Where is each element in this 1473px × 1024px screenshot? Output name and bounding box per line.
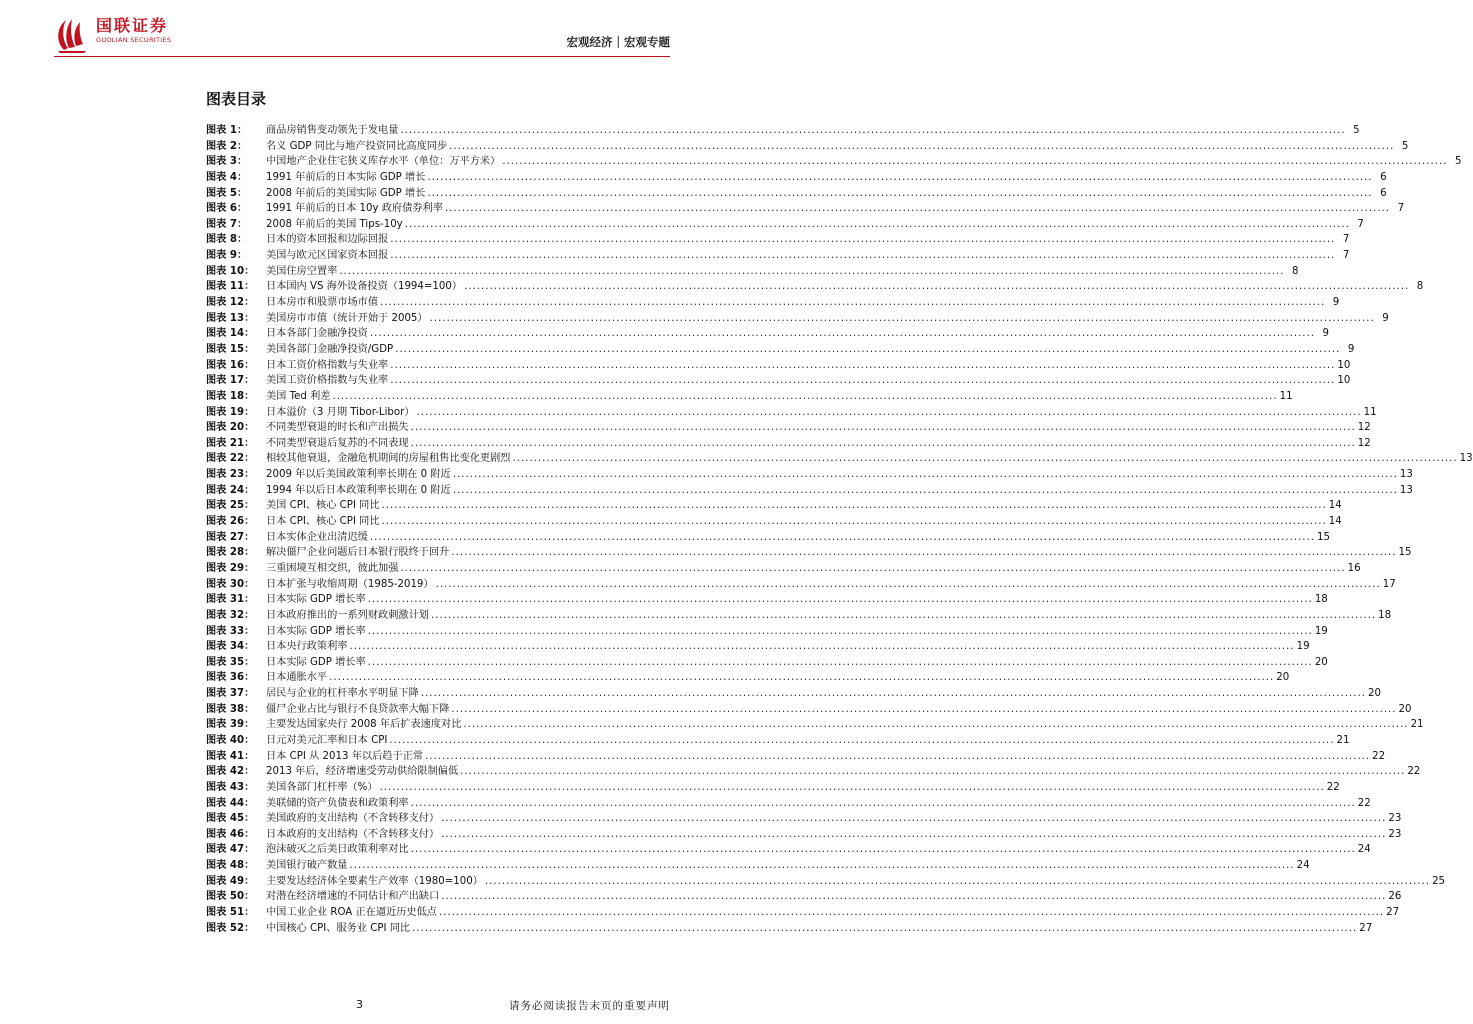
toc-entry[interactable] [206, 358, 1351, 374]
toc-entry-label: 图表 52： [206, 922, 255, 934]
toc-entry[interactable] [206, 248, 1350, 264]
toc-entry-page: 13 [1399, 469, 1413, 481]
toc-entry-page: 11 [1363, 406, 1377, 418]
toc-entry[interactable] [206, 389, 1293, 405]
toc-entry-page: 15 [1398, 547, 1412, 559]
toc-entry-label: 图表 10： [206, 265, 255, 277]
toc-entry-page: 22 [1326, 781, 1340, 793]
toc-entry-label: 图表 2： [206, 140, 248, 152]
toc-entry-title: 2008 年前后的美国实际 GDP 增长 [266, 187, 426, 199]
toc-entry-label: 图表 5： [206, 187, 248, 199]
toc-entry-label: 图表 11： [206, 281, 255, 293]
toc-entry[interactable] [206, 561, 1361, 577]
toc-entry-page: 20 [1367, 688, 1381, 700]
toc-entry[interactable] [206, 139, 1409, 155]
toc-leader-dots [389, 733, 1334, 749]
section-label: 宏观经济｜宏观专题 [566, 35, 670, 49]
toc-entry-label: 图表 39： [206, 719, 255, 731]
toc-entry-title: 商品房销售变动领先于发电量 [266, 125, 399, 136]
toc-entry-page: 9 [1382, 312, 1389, 324]
toc-leader-dots [441, 889, 1386, 905]
toc-entry[interactable] [206, 467, 1413, 483]
disclaimer-note: 请务必阅读报告末页的重要声明 [509, 1000, 670, 1012]
toc-entry-title: 日本政府的支出结构（不含转移支付） [266, 828, 440, 840]
toc-entry[interactable] [206, 686, 1381, 702]
toc-entry-title: 主要发达经济体全要素生产效率（1980=100） [266, 875, 483, 887]
toc-entry[interactable] [206, 279, 1424, 295]
toc-leader-dots [436, 577, 1381, 593]
toc-entry-title: 日本国内 VS 海外设备投资（1994=100） [266, 281, 463, 293]
toc-entry-title: 1991 年前后的日本实际 GDP 增长 [266, 171, 426, 183]
toc-leader-dots [463, 717, 1408, 733]
toc-entry-title: 美国 CPI、核心 CPI 同比 [266, 500, 380, 512]
toc-leader-dots [382, 514, 1327, 530]
toc-leader-dots [427, 170, 1372, 186]
toc-entry-label: 图表 27： [206, 531, 255, 543]
toc-entry-page: 13 [1399, 484, 1413, 496]
company-logo [54, 14, 204, 54]
toc-entry-title: 日本 CPI 从 2013 年以后趋于正常 [266, 750, 424, 762]
toc-entry-title: 日本央行政策利率 [266, 641, 348, 653]
toc-entry-page: 23 [1388, 828, 1402, 840]
toc-entry-label: 图表 49： [206, 875, 255, 887]
toc-entry-title: 中国核心 CPI、服务业 CPI 同比 [266, 922, 411, 934]
toc-entry-title: 日本实体企业出清迟缓 [266, 531, 368, 543]
toc-entry-label: 图表 22： [206, 453, 255, 465]
toc-leader-dots [395, 342, 1340, 358]
toc-entry-title: 美国各部门杠杆率（%） [266, 781, 378, 793]
toc-entry[interactable] [206, 717, 1424, 733]
toc-entry-title: 美国住房空置率 [266, 265, 338, 277]
toc-leader-dots [382, 498, 1327, 514]
toc-entry-title: 日本溢价（3 月期 Tibor-Libor） [266, 406, 415, 418]
toc-entry-page: 21 [1336, 734, 1350, 746]
toc-entry-label: 图表 41： [206, 750, 255, 762]
toc-entry-title: 三重困境互相交织，彼此加强 [266, 562, 399, 574]
toc-entry-title: 美联储的资产负债表和政策利率 [266, 797, 409, 809]
toc-leader-dots [390, 232, 1335, 248]
toc-entry-label: 图表 42： [206, 766, 255, 778]
toc-entry-page: 7 [1342, 250, 1350, 262]
toc-entry-page: 22 [1357, 797, 1371, 809]
toc-entry-title: 美国银行破产数量 [266, 860, 348, 872]
toc-entry-page: 14 [1328, 516, 1342, 528]
toc-entry-label: 图表 44： [206, 797, 255, 809]
toc-leader-dots [513, 451, 1458, 467]
toc-entry-title: 居民与企业的杠杆率水平明显下降 [266, 688, 419, 700]
toc-entry-label: 图表 4： [206, 171, 248, 183]
toc-leader-dots [380, 780, 1325, 796]
toc-entry-title: 日本实际 GDP 增长率 [266, 656, 366, 668]
toc-entry-label: 图表 32： [206, 609, 255, 621]
toc-entry-label: 图表 50： [206, 891, 255, 903]
toc-entry-title: 日本工资价格指数与失业率 [266, 359, 389, 371]
toc-entry-label: 图表 19： [206, 406, 255, 418]
toc-entry-page: 17 [1382, 578, 1396, 590]
toc-entry-page: 12 [1357, 422, 1371, 434]
toc-entry-title: 日本的资本回报和边际回报 [266, 234, 389, 246]
toc-entry-title: 美国工资价格指数与失业率 [266, 375, 389, 387]
toc-entry-title: 对潜在经济增速的不同估计和产出缺口 [266, 891, 440, 903]
toc-entry-page: 20 [1314, 656, 1328, 668]
toc-entry-title: 1994 年以后日本政策利率长期在 0 附近 [266, 484, 451, 496]
toc-entry[interactable] [206, 545, 1412, 561]
toc-entry[interactable] [206, 624, 1328, 640]
toc-leader-dots [425, 749, 1370, 765]
toc-entry-label: 图表 9： [206, 250, 248, 262]
toc-entry-label: 图表 3： [206, 156, 248, 168]
toc-entry-title: 日本通胀水平 [266, 672, 328, 684]
toc-entry-title: 日本各部门金融净投资 [266, 328, 368, 340]
toc-leader-dots [411, 796, 1356, 812]
toc-leader-dots [451, 545, 1396, 561]
toc-leader-dots [370, 530, 1315, 546]
toc-entry-page: 12 [1357, 437, 1371, 449]
toc-entry-page: 14 [1328, 500, 1342, 512]
toc-entry[interactable] [206, 217, 1364, 233]
toc-entry[interactable] [206, 702, 1412, 718]
toc-entry-label: 图表 1： [206, 125, 248, 136]
toc-title: 图表目录 [206, 90, 267, 108]
toc-leader-dots [390, 248, 1335, 264]
toc-leader-dots [411, 842, 1356, 858]
toc-entry-page: 10 [1337, 359, 1351, 371]
toc-entry-label: 图表 28： [206, 547, 255, 559]
page-header [0, 0, 724, 62]
toc-leader-dots [368, 624, 1313, 640]
toc-entry[interactable] [206, 264, 1299, 280]
toc-entry-title: 中国地产企业住宅狭义库存水平（单位：万平方米） [266, 156, 501, 168]
toc-entry-page: 11 [1279, 390, 1293, 402]
toc-leader-dots [445, 201, 1390, 217]
toc-entry[interactable] [206, 201, 1405, 217]
toc-entry-label: 图表 48： [206, 860, 255, 872]
toc-entry[interactable] [206, 514, 1342, 530]
toc-entry-label: 图表 23： [206, 469, 255, 481]
toc-entry-label: 图表 47： [206, 844, 255, 856]
toc-entry[interactable] [206, 498, 1342, 514]
toc-leader-dots [460, 764, 1405, 780]
toc-entry[interactable] [206, 232, 1350, 248]
toc-entry-label: 图表 37： [206, 688, 255, 700]
toc-entry-title: 日本政府推出的一系列财政刺激计划 [266, 609, 429, 621]
toc-entry-label: 图表 12： [206, 297, 255, 309]
toc-leader-dots [441, 827, 1386, 843]
toc-entry-page: 5 [1353, 125, 1360, 136]
toc-entry-page: 26 [1388, 891, 1402, 903]
toc-entry-title: 美国 Ted 利差 [266, 390, 331, 402]
toc-entry-title: 美国与欧元区国家资本回报 [266, 250, 389, 262]
toc-leader-dots [368, 592, 1313, 608]
toc-entry[interactable] [206, 123, 1360, 139]
toc-entry-title: 日本 CPI、核心 CPI 同比 [266, 516, 380, 528]
toc-entry-label: 图表 15： [206, 343, 255, 355]
toc-entry-title: 2009 年以后美国政策利率长期在 0 附近 [266, 469, 451, 481]
toc-leader-dots [412, 921, 1357, 937]
toc-entry-label: 图表 38： [206, 703, 255, 715]
toc-entry-page: 25 [1432, 875, 1446, 887]
toc-entry-title: 2008 年前后的美国 Tips-10y [266, 218, 403, 230]
toc-entry-label: 图表 45： [206, 813, 255, 825]
toc-entry[interactable] [206, 905, 1400, 921]
toc-leader-dots [439, 905, 1384, 921]
toc-entry[interactable] [206, 530, 1330, 546]
toc-entry-page: 9 [1322, 328, 1330, 340]
toc-entry[interactable] [206, 186, 1387, 202]
toc-entry-title: 中国工业企业 ROA 正在逼近历史低点 [266, 907, 437, 919]
toc-entry-page: 8 [1291, 265, 1299, 277]
toc-leader-dots [430, 311, 1375, 327]
toc-leader-dots [449, 139, 1394, 155]
toc-leader-dots [453, 483, 1398, 499]
toc-leader-dots [380, 295, 1325, 311]
toc-entry[interactable] [206, 577, 1396, 593]
toc-entry-page: 24 [1296, 860, 1310, 872]
toc-entry-page: 21 [1410, 719, 1424, 731]
toc-entry[interactable] [206, 780, 1340, 796]
toc-entry[interactable] [206, 749, 1386, 765]
toc-entry-label: 图表 14： [206, 328, 255, 340]
toc-entry-page: 20 [1398, 703, 1412, 715]
toc-leader-dots [400, 561, 1345, 577]
toc-entry-page: 16 [1347, 562, 1361, 574]
toc-leader-dots [485, 874, 1430, 890]
toc-entry-label: 图表 20： [206, 422, 255, 434]
toc-entry-label: 图表 46： [206, 828, 255, 840]
toc-entry-label: 图表 13： [206, 312, 255, 324]
toc-entry-title: 日本扩张与收缩周期（1985-2019） [266, 578, 434, 590]
toc-entry[interactable] [206, 670, 1290, 686]
toc-entry-label: 图表 7： [206, 218, 248, 230]
toc-leader-dots [421, 686, 1366, 702]
toc-entry-title: 2013 年后，经济增速受劳动供给限制偏低 [266, 766, 459, 778]
toc-entry-title: 不同类型衰退的时长和产出损失 [266, 422, 409, 434]
toc-leader-dots [431, 608, 1376, 624]
toc-entry[interactable] [206, 764, 1421, 780]
toc-entry[interactable] [206, 592, 1328, 608]
toc-entry[interactable] [206, 436, 1371, 452]
toc-entry[interactable] [206, 451, 1473, 467]
toc-leader-dots [332, 389, 1277, 405]
toc-entry-title: 日本房市和股票市场市值 [266, 297, 379, 309]
toc-entry-label: 图表 18： [206, 390, 255, 402]
toc-entry-title: 僵尸企业占比与银行不良贷款率大幅下降 [266, 703, 450, 715]
toc-entry-page: 22 [1372, 750, 1386, 762]
toc-entry[interactable] [206, 921, 1373, 937]
toc-entry-page: 5 [1454, 156, 1462, 168]
toc-leader-dots [451, 702, 1396, 718]
toc-leader-dots [427, 186, 1372, 202]
toc-entry-page: 22 [1407, 766, 1421, 778]
toc-entry-label: 图表 35： [206, 656, 255, 668]
toc-entry[interactable] [206, 311, 1389, 327]
toc-entry-page: 6 [1380, 187, 1387, 199]
toc-entry[interactable] [206, 827, 1402, 843]
header-divider [54, 56, 670, 57]
toc-leader-dots [502, 154, 1447, 170]
toc-entry-page: 9 [1332, 297, 1340, 309]
toc-entry-page: 27 [1386, 907, 1400, 919]
toc-leader-dots [453, 467, 1398, 483]
toc-leader-dots [350, 639, 1295, 655]
logo-chinese-name: 国联证券 [96, 16, 169, 35]
toc-entry[interactable] [206, 154, 1462, 170]
toc-entry-title: 解决僵尸企业问题后日本银行股终于回升 [266, 547, 450, 559]
toc-entry-page: 19 [1314, 625, 1328, 637]
toc-entry[interactable] [206, 655, 1328, 671]
toc-leader-dots [441, 811, 1386, 827]
guolian-logo-icon [54, 14, 90, 54]
toc-entry-title: 1991 年前后的日本 10y 政府债券利率 [266, 203, 443, 215]
toc-leader-dots [370, 326, 1315, 342]
toc-entry[interactable] [206, 326, 1330, 342]
toc-entry-page: 18 [1378, 609, 1392, 621]
toc-entry-page: 15 [1317, 531, 1330, 543]
toc-entry-page: 10 [1337, 375, 1351, 387]
toc-entry-page: 7 [1397, 203, 1405, 215]
toc-leader-dots [464, 279, 1409, 295]
toc-entry-title: 主要发达国家央行 2008 年后扩表速度对比 [266, 719, 462, 731]
toc-entry[interactable] [206, 608, 1392, 624]
toc-leader-dots [411, 436, 1356, 452]
toc-entry-title: 相较其他衰退，金融危机期间的房屋租售比变化更剧烈 [266, 453, 511, 465]
toc-leader-dots [411, 420, 1356, 436]
toc-entry-page: 5 [1401, 140, 1409, 152]
toc-entry-label: 图表 25： [206, 500, 255, 512]
toc-entry[interactable] [206, 889, 1402, 905]
toc-entry-label: 图表 31： [206, 594, 255, 606]
toc-entry-label: 图表 26： [206, 516, 255, 528]
toc-entry-title: 日本实际 GDP 增长率 [266, 594, 366, 606]
toc-leader-dots [417, 405, 1362, 421]
toc-entry-label: 图表 24： [206, 484, 255, 496]
toc-entry-label: 图表 8： [206, 234, 248, 246]
toc-entry-label: 图表 6： [206, 203, 248, 215]
toc-leader-dots [390, 373, 1335, 389]
toc-entry-label: 图表 40： [206, 734, 255, 746]
toc-entry[interactable] [206, 874, 1446, 890]
page-number: 3 [356, 998, 363, 1011]
toc-entry-page: 23 [1388, 813, 1402, 825]
toc-entry-label: 图表 16： [206, 359, 255, 371]
toc-entry[interactable] [206, 639, 1310, 655]
logo-english-name: GUOLIAN SECURITIES [96, 36, 172, 44]
toc-entry[interactable] [206, 483, 1413, 499]
toc-entry-page: 18 [1314, 594, 1328, 606]
toc-entry[interactable] [206, 342, 1355, 358]
toc-entry[interactable] [206, 295, 1340, 311]
toc-entry-label: 图表 34： [206, 641, 255, 653]
toc-entry-page: 7 [1357, 218, 1364, 230]
table-of-figures [206, 123, 1473, 936]
toc-entry[interactable] [206, 733, 1350, 749]
toc-entry-page: 24 [1357, 844, 1371, 856]
toc-entry-label: 图表 43： [206, 781, 255, 793]
toc-entry-title: 美国政府的支出结构（不含转移支付） [266, 813, 440, 825]
toc-entry[interactable] [206, 405, 1377, 421]
toc-leader-dots [368, 655, 1313, 671]
toc-leader-dots [329, 670, 1274, 686]
toc-entry-title: 日本实际 GDP 增长率 [266, 625, 366, 637]
toc-entry[interactable] [206, 842, 1371, 858]
toc-entry[interactable] [206, 420, 1371, 436]
toc-entry-page: 9 [1347, 343, 1355, 355]
toc-entry-page: 8 [1416, 281, 1424, 293]
toc-leader-dots [339, 264, 1284, 280]
toc-entry-title: 名义 GDP 同比与地产投资同比高度同步 [266, 140, 448, 152]
toc-leader-dots [400, 123, 1345, 139]
toc-entry-title: 不同类型衰退后复苏的不同表现 [266, 437, 409, 449]
toc-entry[interactable] [206, 811, 1402, 827]
toc-entry-label: 图表 51： [206, 907, 255, 919]
toc-entry-page: 13 [1459, 453, 1473, 465]
toc-entry-page: 6 [1380, 171, 1387, 183]
toc-entry-label: 图表 30： [206, 578, 255, 590]
toc-entry[interactable] [206, 796, 1371, 812]
toc-entry-page: 27 [1359, 922, 1373, 934]
toc-entry[interactable] [206, 858, 1310, 874]
toc-leader-dots [405, 217, 1350, 233]
toc-entry-label: 图表 29： [206, 562, 255, 574]
toc-entry-title: 泡沫破灭之后美日政策利率对比 [266, 844, 409, 856]
toc-entry-page: 19 [1296, 641, 1310, 653]
toc-leader-dots [350, 858, 1295, 874]
toc-entry-label: 图表 17： [206, 375, 255, 387]
toc-entry-page: 20 [1276, 672, 1290, 684]
toc-entry-title: 美国各部门金融净投资/GDP [266, 343, 394, 355]
toc-entry-label: 图表 36： [206, 672, 255, 684]
toc-leader-dots [390, 358, 1335, 374]
toc-entry-label: 图表 21： [206, 437, 255, 449]
toc-entry-title: 美国房市市值（统计开始于 2005） [266, 312, 428, 324]
toc-entry[interactable] [206, 373, 1351, 389]
toc-entry-page: 7 [1342, 234, 1350, 246]
toc-entry[interactable] [206, 170, 1387, 186]
toc-entry-title: 日元对美元汇率和日本 CPI [266, 734, 388, 746]
toc-entry-label: 图表 33： [206, 625, 255, 637]
